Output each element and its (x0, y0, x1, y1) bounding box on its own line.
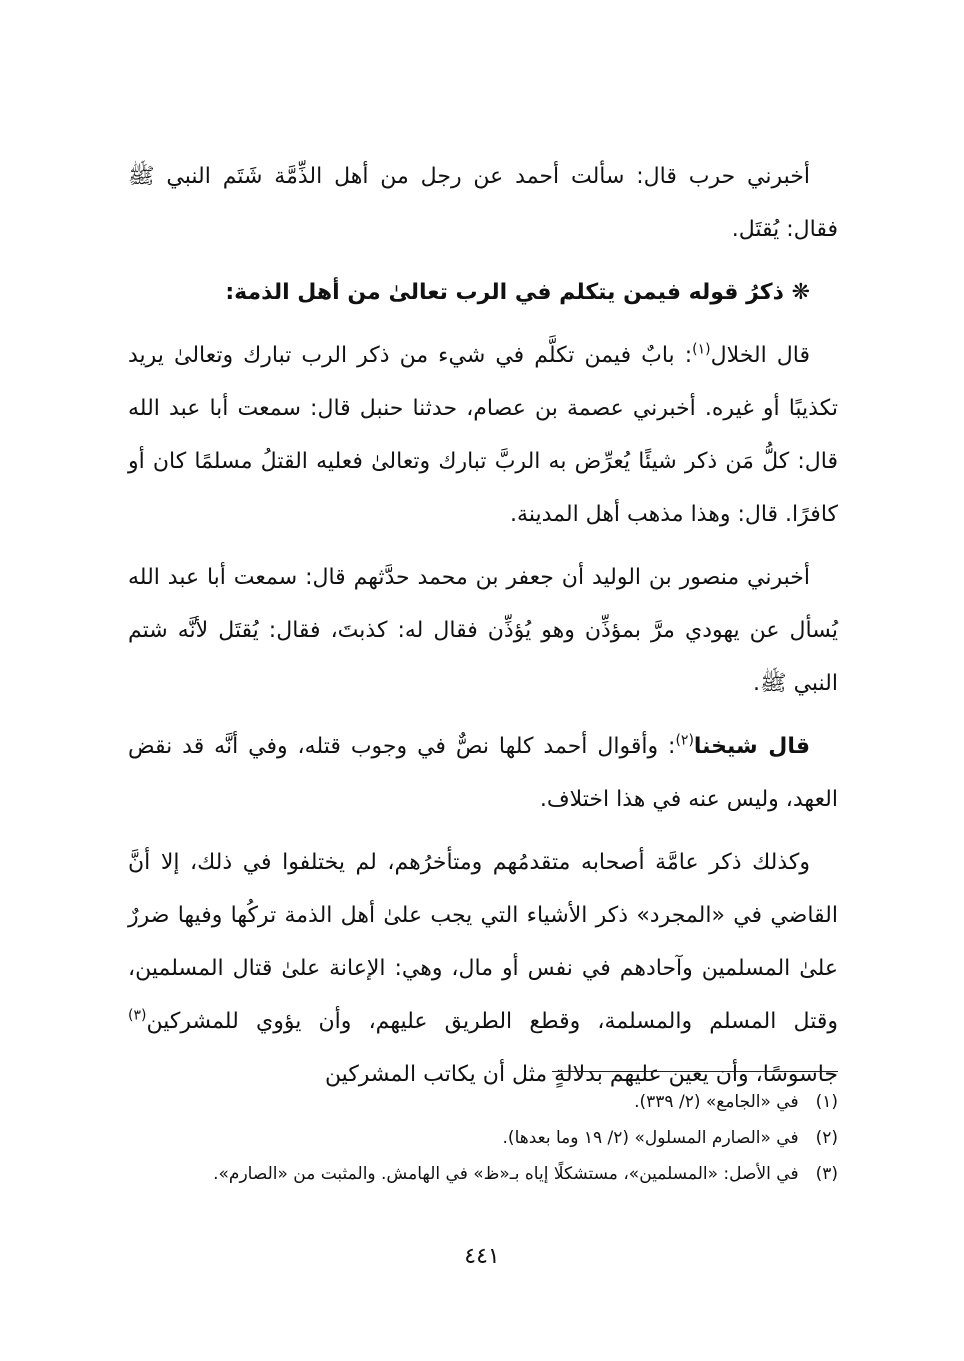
heading-text: ذكرُ قوله فيمن يتكلم في الرب تعالىٰ من أهل الذمة: (225, 280, 784, 305)
paragraph-khallal (128, 329, 838, 541)
footnote-divider (552, 1071, 838, 1072)
paragraph-lead: قال شيخنا (693, 734, 810, 759)
footnote-text: في الأصل: «المسلمين»، مستشكلًا إياه بـ«ظ» في الهامش. والمثبت من «الصارم». (213, 1164, 799, 1184)
main-text-block (128, 150, 838, 1111)
footnote-text: في «الجامع» (٢/ ٣٣٩). (634, 1092, 799, 1112)
footnote-ref-1[interactable]: (١) (692, 341, 711, 358)
paragraph-mansur (128, 551, 838, 710)
footnote-item (128, 1156, 838, 1192)
footnote-item (128, 1120, 838, 1156)
paragraph-shaykh (128, 720, 838, 826)
flower-ornament-icon: ❋ (791, 280, 810, 305)
paragraph-text: : وأقوال أحمد كلها نصٌّ في وجوب قتله، وفي أنَّه قد نقض العهد، وليس عنه في هذا اختلاف. (128, 734, 838, 812)
paragraph-text: : بابٌ فيمن تكلَّم في شيء من ذكر الرب تبارك وتعالىٰ يريد تكذيبًا أو غيره. أخبرني عصمة بن عصام، حدثنا حنبل قال: سمعت أبا عبد الله قال: كلُّ مَن ذكر شيئًا يُعرِّض به الربَّ تبارك وتعالىٰ فعليه القتلُ مسلمًا كان أو كافرًا. قال: وهذا مذهب أهل المدينة. (128, 343, 838, 527)
footnote-number: (٣) (815, 1164, 838, 1184)
footnotes-block (128, 1084, 838, 1192)
footnote-ref-2[interactable]: (٢) (675, 732, 694, 749)
paragraph-text: أخبرني حرب قال: سألت أحمد عن رجل من أهل الذِّمَّة شَتَم النبي ﷺ فقال: يُقتَل. (128, 164, 838, 242)
footnote-item (128, 1084, 838, 1120)
paragraph-harb (128, 150, 838, 256)
footnote-ref-3[interactable]: (٣) (128, 1007, 147, 1024)
footnote-number: (٢) (815, 1128, 838, 1148)
paragraph-lead: قال الخلال (710, 343, 810, 368)
paragraph-kadhalik (128, 836, 838, 1101)
footnote-number: (١) (815, 1092, 838, 1112)
paragraph-text: وكذلك ذكر عامَّة أصحابه متقدمُهم ومتأخرُهم، لم يختلفوا في ذلك، إلا أنَّ القاضي في «المجرد» ذكر الأشياء التي يجب علىٰ أهل الذمة تركُها وفيها ضررٌ علىٰ المسلمين وآحادهم في نفس أو مال، وهي: الإعانة علىٰ قتال المسلمين، وقتل المسلم والمسلمة، وقطع الطريق عليهم، وأن يؤوي للمشركين (128, 850, 838, 1034)
section-heading (128, 266, 838, 319)
page-number: ٤٤١ (464, 1244, 500, 1269)
footnote-text: في «الصارم المسلول» (٢/ ١٩ وما بعدها). (502, 1128, 799, 1148)
paragraph-text: أخبرني منصور بن الوليد أن جعفر بن محمد حدَّثهم قال: سمعت أبا عبد الله يُسأل عن يهودي مرَّ بمؤذِّن وهو يُؤذِّن فقال له: كذبتَ، فقال: يُقتَل لأنَّه شتم النبي ﷺ. (128, 565, 838, 696)
paragraph-text-continued: جاسوسًا، وأن يعين عليهم بدلالةٍ مثل أن يكاتب المشركين (324, 1062, 838, 1087)
